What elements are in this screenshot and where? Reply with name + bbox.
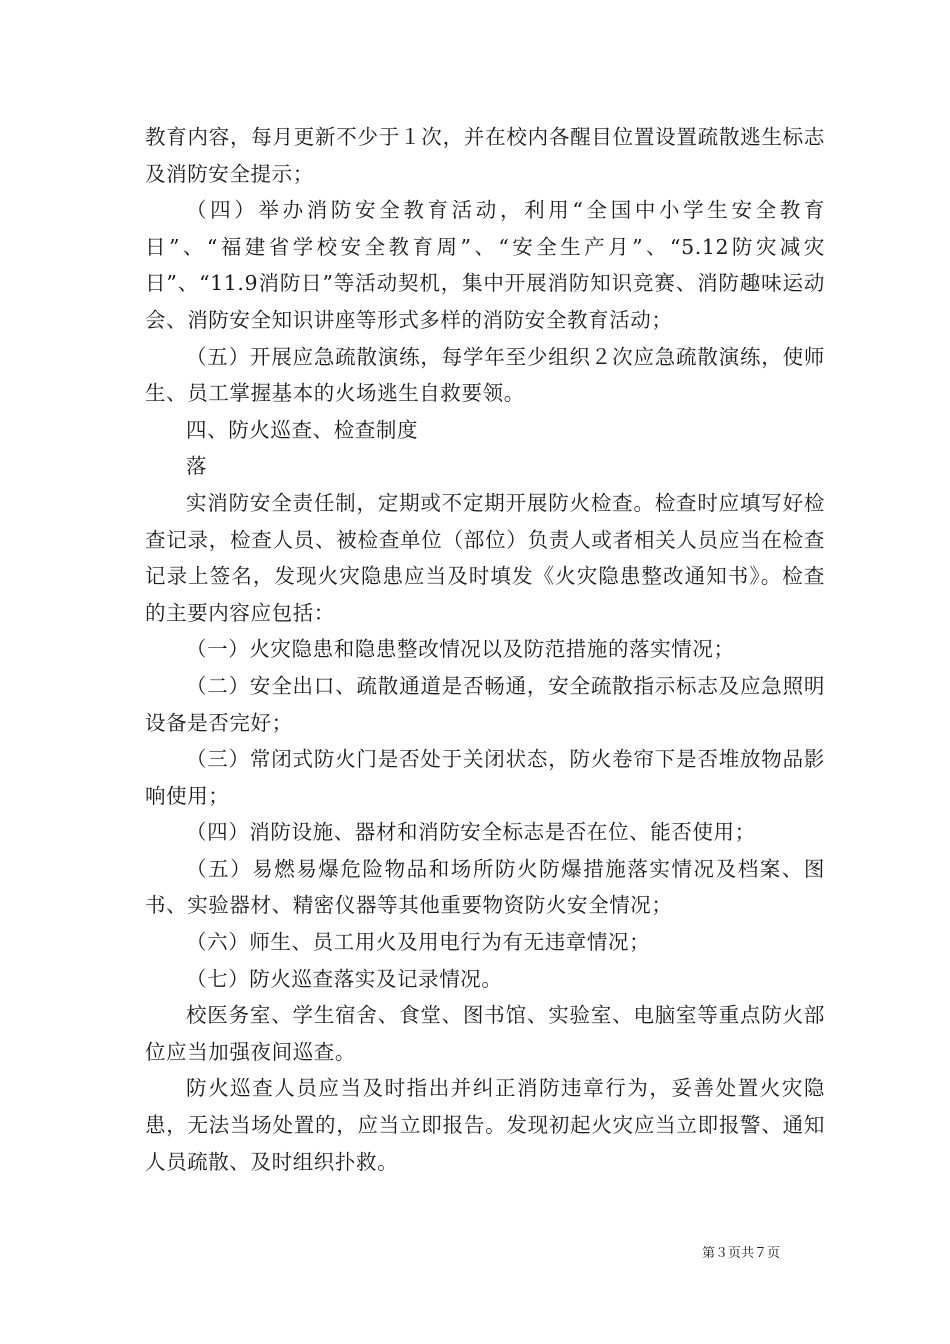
document-body [145, 119, 825, 1180]
list-item-6: （六）师生、员工用火及用电行为有无违章情况； [186, 930, 651, 955]
list-item-5: （五）易燃易爆危险物品和场所防火防爆措施落实情况及档案、图书、实验器材、精密仪器等其他重要物资防火安全情况； [145, 856, 825, 918]
paragraph-item-5-drills: （五）开展应急疏散演练，每学年至少组织２次应急疏散演练，使师生、员工掌握基本的火场逃生自救要领。 [145, 344, 825, 406]
list-item-1: （一）火灾隐患和隐患整改情况以及防范措施的落实情况； [186, 637, 735, 662]
paragraph-education-content: 教育内容，每月更新不少于１次，并在校内各醒目位置设置疏散逃生标志及消防安全提示； [145, 125, 825, 186]
paragraph-inspection-intro: 实消防安全责任制，定期或不定期开展防火检查。检查时应填写好检查记录，检查人员、被检查单位（部位）负责人或者相关人员应当在检查记录上签名，发现火灾隐患应当及时填发《火灾隐患整改通知书》。检查的主要内容应包括： [145, 490, 825, 625]
section-heading-fire-patrol: 四、防火巡查、检查制度 [186, 417, 419, 442]
paragraph-night-patrol: 校医务室、学生宿舍、食堂、图书馆、实验室、电脑室等重点防火部位应当加强夜间巡查。 [145, 1003, 825, 1064]
paragraph-patrol-duties: 防火巡查人员应当及时指出并纠正消防违章行为，妥善处置火灾隐患，无法当场处置的，应当立即报告。发现初起火灾应当立即报警、通知人员疏散、及时组织扑救。 [145, 1076, 825, 1174]
page-number: 第３页共７页 [702, 1246, 781, 1261]
paragraph-item-4-activities: （四）举办消防安全教育活动，利用“全国中小学生安全教育日”、“福建省学校安全教育周”、“安全生产月”、“5.12防灾减灾日”、“11.9消防日”等活动契机，集中开展消防知识竞赛、消防趣味运动会、消防安全知识讲座等形式多样的消防安全教育活动； [145, 198, 825, 332]
paragraph-fragment: 落 [186, 454, 208, 479]
list-item-7: （七）防火巡查落实及记录情况。 [186, 966, 503, 991]
list-item-4: （四）消防设施、器材和消防安全标志是否在位、能否使用； [186, 820, 756, 845]
list-item-3: （三）常闭式防火门是否处于关闭状态，防火卷帘下是否堆放物品影响使用； [145, 747, 825, 808]
list-item-2: （二）安全出口、疏散通道是否畅通，安全疏散指示标志及应急照明设备是否完好； [145, 673, 825, 735]
